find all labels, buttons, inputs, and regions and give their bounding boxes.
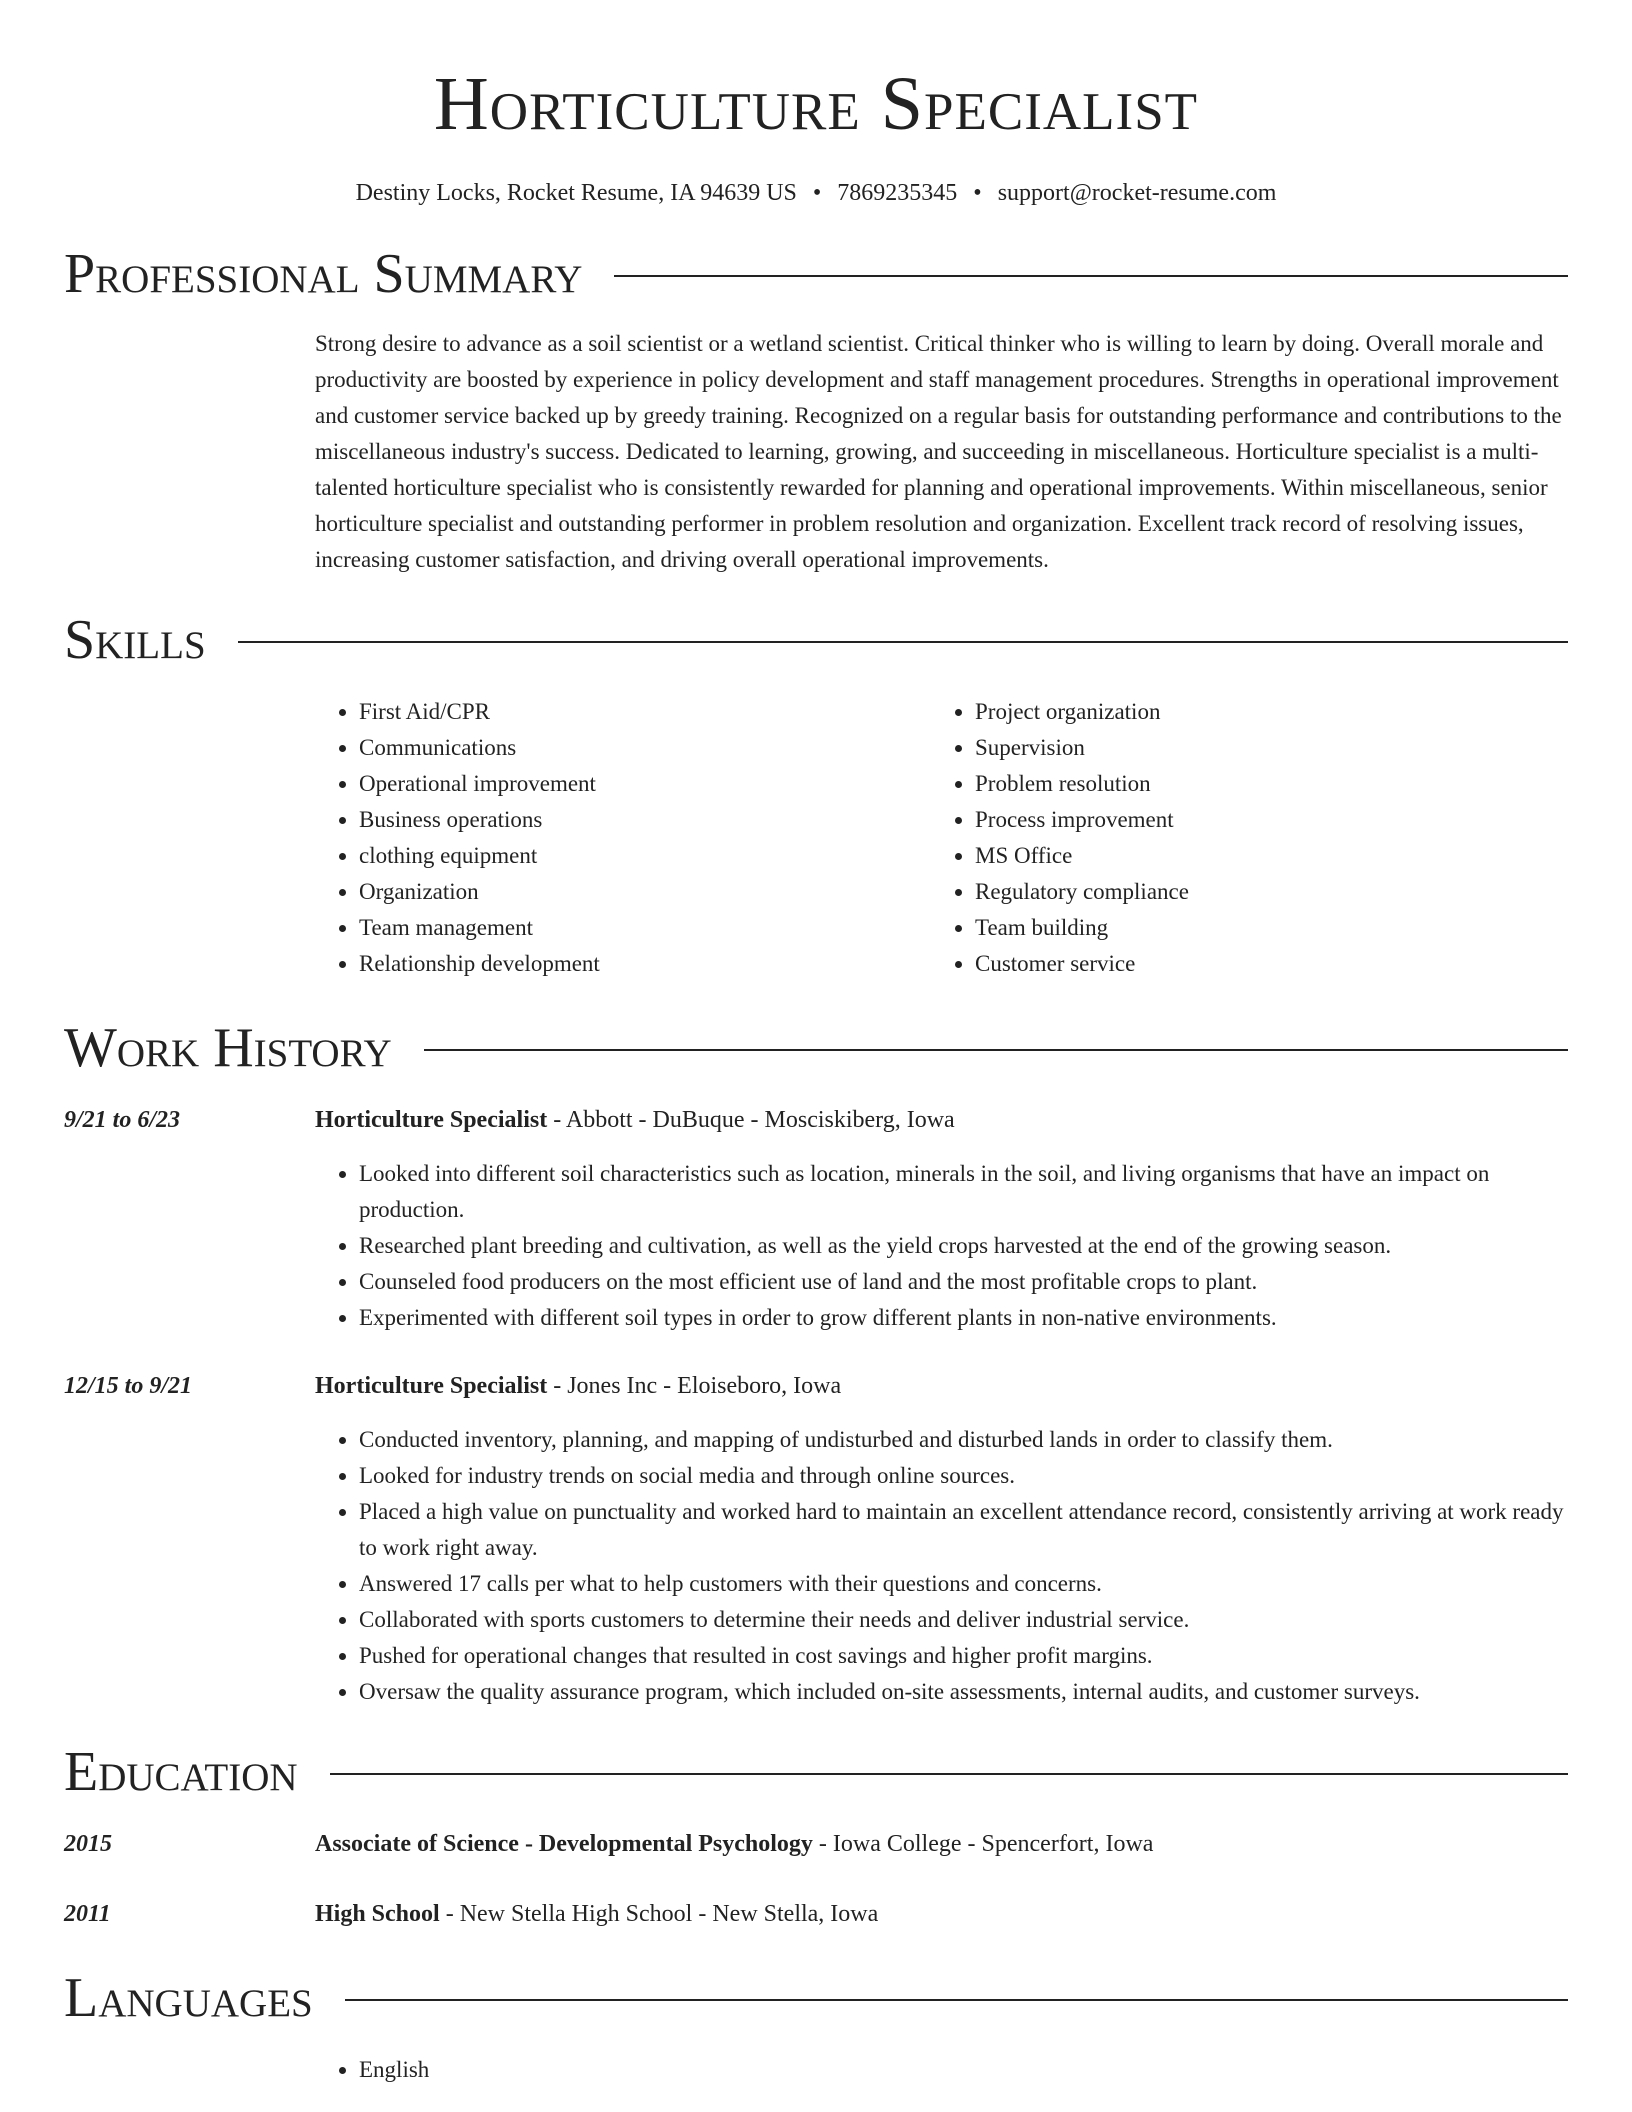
list-item: • Team building	[975, 910, 1547, 946]
list-item: • Experimented with different soil types in order to grow different plants in non-native environments.	[359, 1300, 1568, 1336]
job-entry	[64, 1368, 1568, 1710]
education-school: - New Stella High School - New Stella, Iowa	[439, 1901, 879, 1927]
list-item: • Looked for industry trends on social media and through online sources.	[359, 1458, 1568, 1494]
list-item: • Counseled food producers on the most efficient use of land and the most profitable crops to plant.	[359, 1264, 1568, 1300]
candidate-title: Horticulture Specialist	[433, 62, 1199, 146]
list-item: • Business operations	[359, 802, 931, 838]
education-degree: Associate of Science - Developmental Psychology	[315, 1831, 813, 1857]
education-details	[315, 1896, 878, 1932]
skills-column-left	[315, 694, 931, 982]
skills-grid	[315, 694, 1568, 982]
list-item: • First Aid/CPR	[359, 694, 931, 730]
job-header	[315, 1368, 1568, 1404]
list-item: • Supervision	[975, 730, 1547, 766]
list-item: • Customer service	[975, 946, 1547, 982]
address: Destiny Locks, Rocket Resume, IA 94639 US	[355, 180, 797, 206]
section-divider	[345, 1999, 1568, 2001]
work-section	[64, 1016, 1568, 1710]
job-header	[315, 1102, 1568, 1138]
section-title: Education	[64, 1741, 298, 1803]
list-item: • English	[359, 2052, 1568, 2088]
list-item: • Operational improvement	[359, 766, 931, 802]
education-entry	[64, 1896, 1568, 1932]
work-heading	[64, 1016, 1568, 1080]
list-item: • Looked into different soil characteristics such as location, minerals in the soil, and living organisms that have an impact on production.	[359, 1156, 1568, 1228]
languages-heading	[64, 1966, 1568, 2030]
education-details	[315, 1826, 1153, 1862]
education-year: 2015	[64, 1831, 112, 1857]
job-dates: 12/15 to 9/21	[64, 1373, 193, 1399]
job-company: - Jones Inc - Eloiseboro, Iowa	[547, 1373, 842, 1399]
job-entry	[64, 1102, 1568, 1336]
email: support@rocket-resume.com	[997, 180, 1277, 206]
job-details	[315, 1368, 1568, 1710]
languages-body	[315, 2052, 1568, 2088]
job-dates: 9/21 to 6/23	[64, 1107, 181, 1133]
job-role: Horticulture Specialist	[315, 1107, 548, 1133]
education-heading	[64, 1740, 1568, 1804]
list-item: • Project organization	[975, 694, 1547, 730]
list-item: • Answered 17 calls per what to help customers with their questions and concerns.	[359, 1566, 1568, 1602]
job-details	[315, 1102, 1568, 1336]
section-divider	[614, 275, 1568, 277]
phone: 7869235345	[837, 180, 958, 206]
list-item: • Communications	[359, 730, 931, 766]
list-item: • Oversaw the quality assurance program, which included on-site assessments, internal audits, and customer surveys.	[359, 1674, 1568, 1710]
skills-column-right	[931, 694, 1547, 982]
summary-section	[64, 242, 1568, 578]
list-item: • MS Office	[975, 838, 1547, 874]
contact-line	[64, 178, 1568, 208]
education-section	[64, 1740, 1568, 1932]
section-divider	[424, 1049, 1568, 1051]
list-item: • clothing equipment	[359, 838, 931, 874]
skills-heading	[64, 608, 1568, 672]
summary-text: Strong desire to advance as a soil scientist or a wetland scientist. Critical thinker who is willing to learn by doing. Overall morale and productivity are boosted by experience in policy development and staff management procedures. Strengths in operational improvement and customer service backed up by greedy training. Recognized on a regular basis for outstanding performance and contributions to the miscellaneous industry's success. Dedicated to learning, growing, and succeeding in miscellaneous. Horticulture specialist is a multi-talented horticulture specialist who is consistently rewarded for planning and operational improvements. Within miscellaneous, senior horticulture specialist and outstanding performer in problem resolution and organization. Excellent track record of resolving issues, increasing customer satisfaction, and driving overall operational improvements.	[315, 331, 1562, 572]
list-item: • Team management	[359, 910, 931, 946]
separator: •	[812, 180, 822, 206]
summary-heading	[64, 242, 1568, 306]
section-title: Languages	[64, 1967, 313, 2029]
job-company: - Abbott - DuBuque - Mosciskiberg, Iowa	[547, 1107, 955, 1133]
section-title: Skills	[64, 609, 206, 671]
summary-body	[315, 326, 1568, 578]
education-school: - Iowa College - Spencerfort, Iowa	[812, 1831, 1154, 1857]
separator: •	[973, 180, 982, 206]
list-item: • Pushed for operational changes that resulted in cost savings and higher profit margins.	[359, 1638, 1568, 1674]
list-item: • Regulatory compliance	[975, 874, 1547, 910]
skills-section	[64, 608, 1568, 982]
section-divider	[238, 641, 1568, 643]
list-item: • Organization	[359, 874, 931, 910]
list-item: • Researched plant breeding and cultivation, as well as the yield crops harvested at the end of the growing season.	[359, 1228, 1568, 1264]
education-degree: High School	[315, 1901, 440, 1927]
section-divider	[330, 1773, 1568, 1775]
section-title: Work History	[64, 1017, 392, 1079]
list-item: • Conducted inventory, planning, and mapping of undisturbed and disturbed lands in order to classify them.	[359, 1422, 1568, 1458]
education-entry	[64, 1826, 1568, 1862]
list-item: • Collaborated with sports customers to determine their needs and deliver industrial service.	[359, 1602, 1568, 1638]
list-item: • Relationship development	[359, 946, 931, 982]
languages-section	[64, 1966, 1568, 2088]
section-title: Professional Summary	[64, 243, 583, 305]
education-year: 2011	[64, 1901, 111, 1927]
job-bullets	[315, 1422, 1568, 1710]
list-item: • Problem resolution	[975, 766, 1547, 802]
list-item: • Placed a high value on punctuality and worked hard to maintain an excellent attendance record, consistently arriving at work ready to work right away.	[359, 1494, 1568, 1566]
list-item: • Process improvement	[975, 802, 1547, 838]
job-role: Horticulture Specialist	[315, 1373, 548, 1399]
job-bullets	[315, 1156, 1568, 1336]
